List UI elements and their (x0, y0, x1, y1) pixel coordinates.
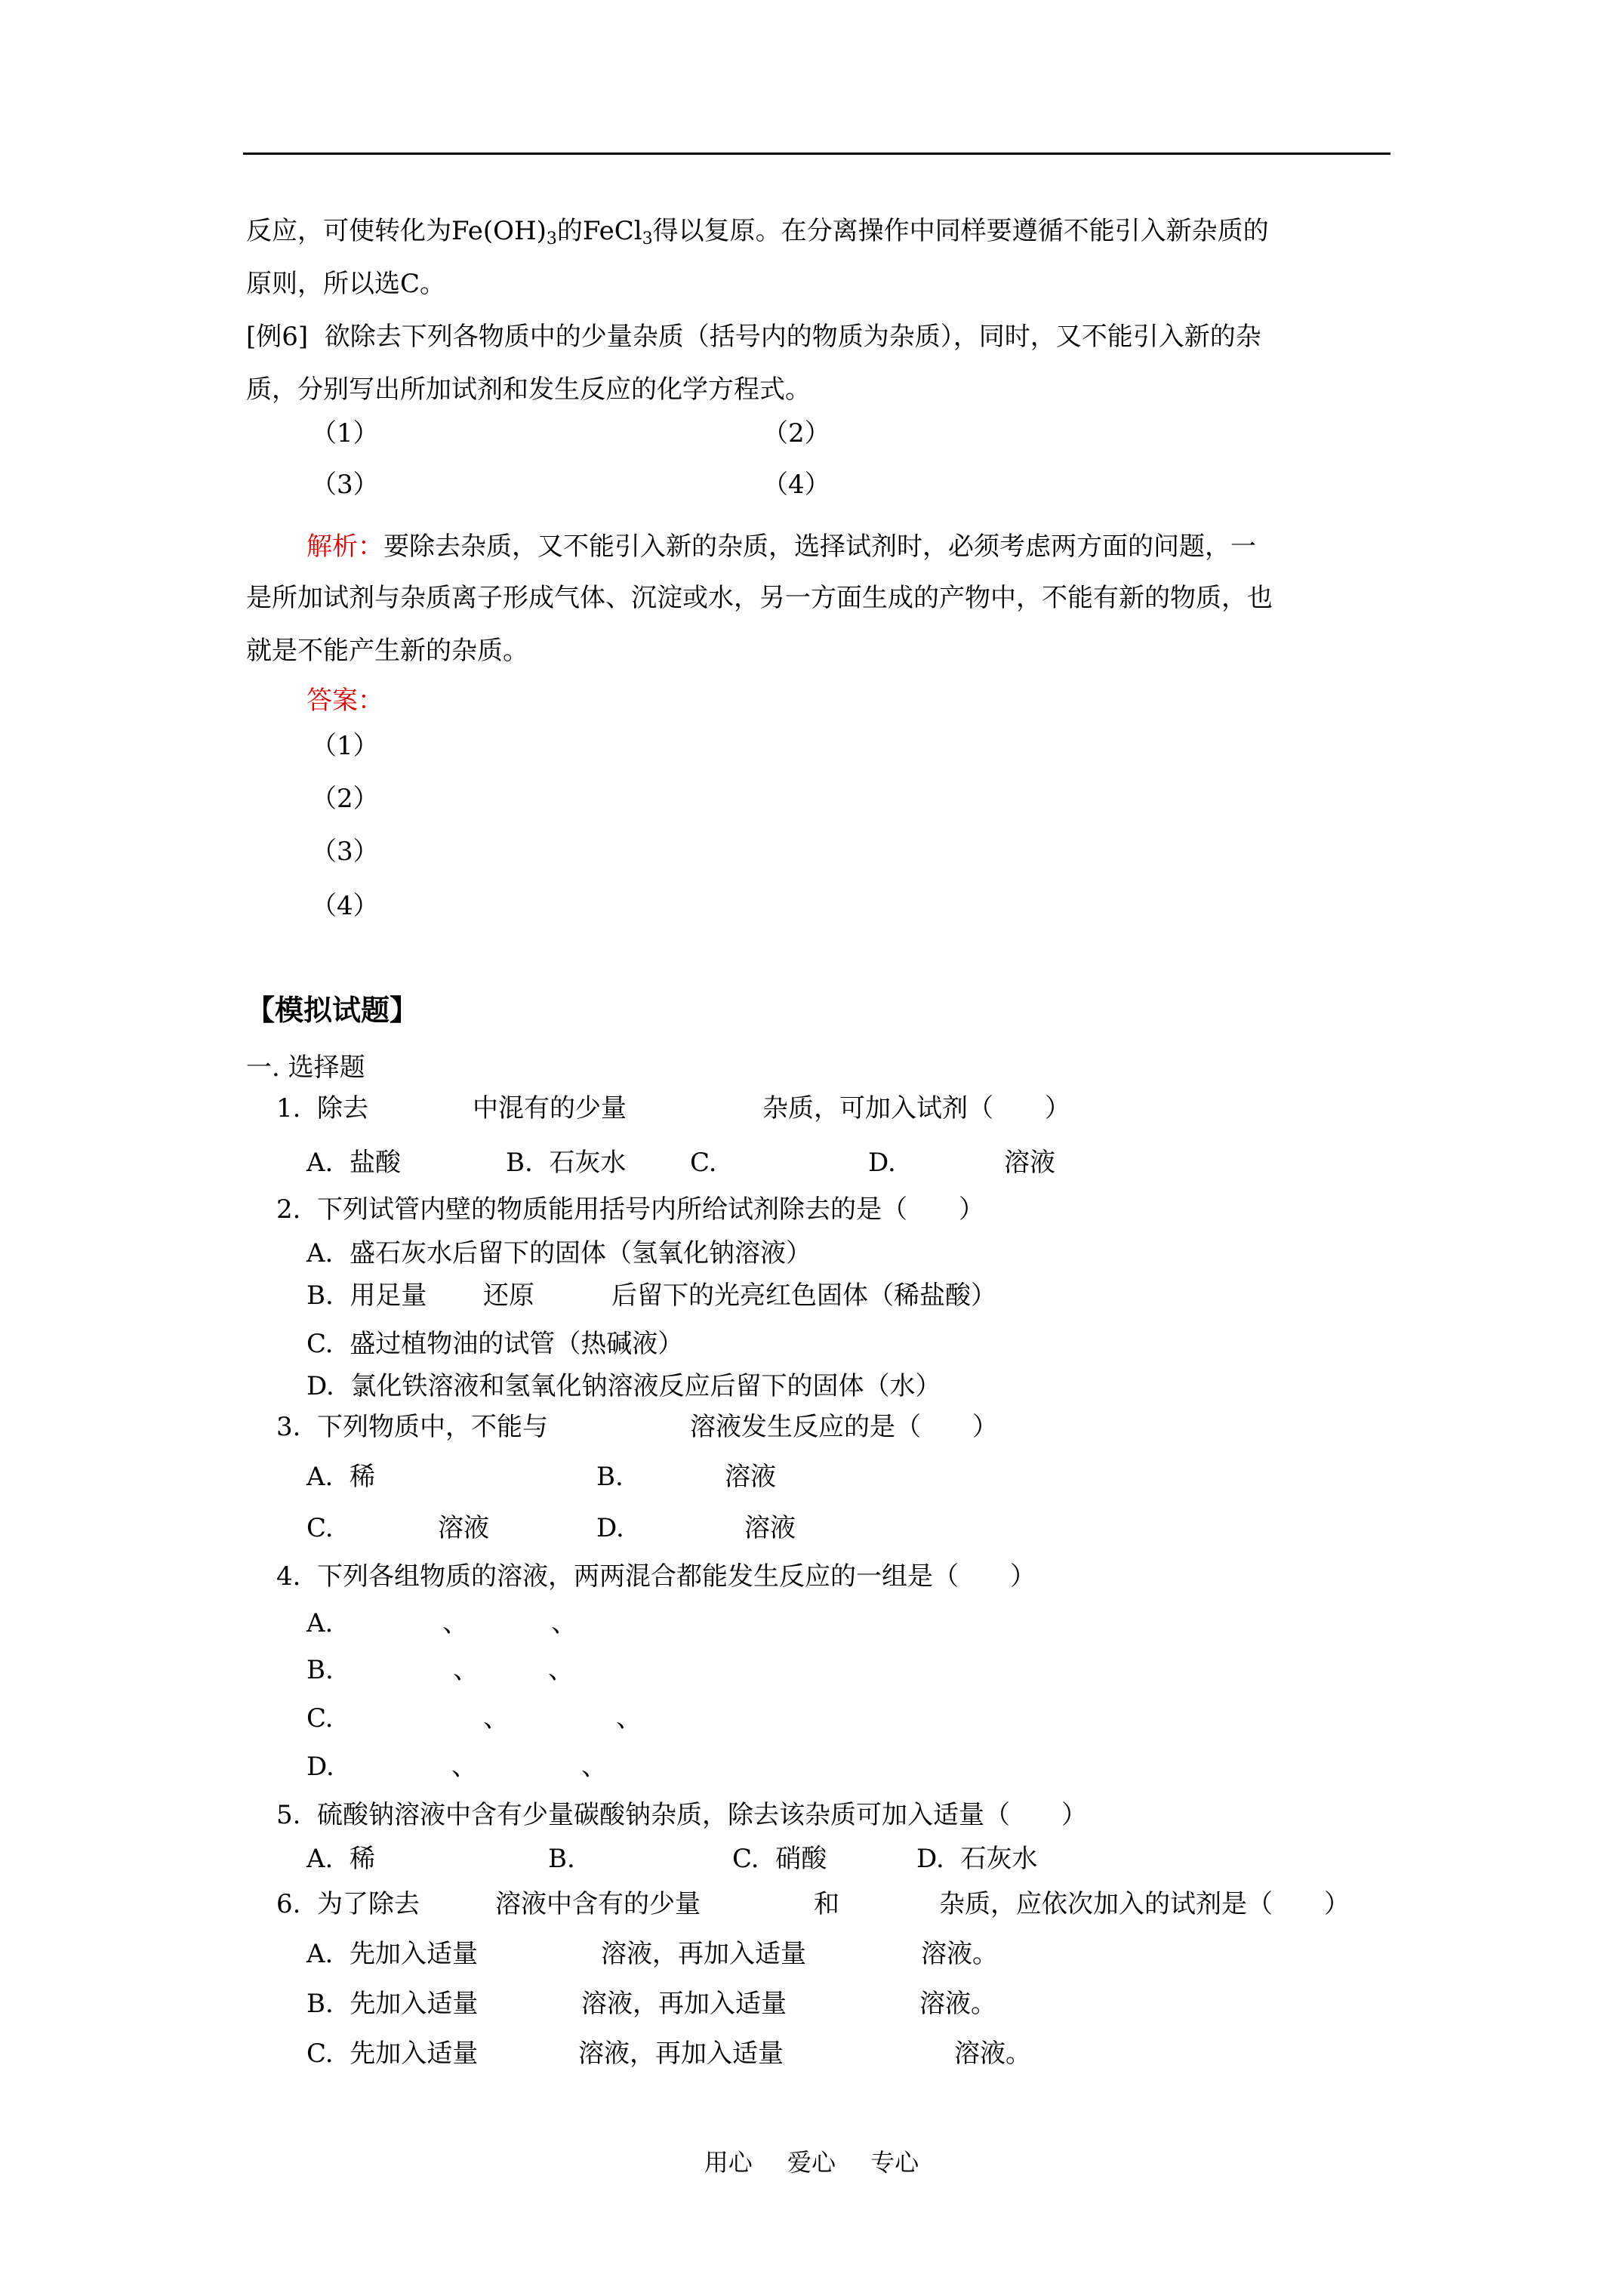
question-4-stem: 4. 下列各组物质的溶液，两两混合都能发生反应的一组是（ ） (276, 1561, 1036, 1592)
paragraph-line: 反应，可使转化为$Fe(OH)_3$的FeCl$_3$得以复原。在分离操作中同样要遵循不能引入新杂质的 (246, 216, 1269, 248)
analysis-line: 就是不能产生新的杂质。 (246, 636, 528, 666)
separator: 、 (551, 1608, 577, 1638)
question-1-stem: 中混有的少量 (473, 1093, 627, 1123)
question-6-stem: 杂质，应依次加入的试剂是（ ） (939, 1889, 1350, 1919)
separator: 、 (451, 1752, 477, 1782)
option-a: A. 先加入适量 (306, 1939, 478, 1969)
footer-text: 爱心 (787, 2148, 836, 2177)
option-b: B. 先加入适量 (306, 1989, 479, 2019)
example-item-1: （1） (311, 418, 379, 448)
section-subtitle: 一. 选择题 (246, 1052, 365, 1083)
question-1-stem: 1. 除去 (276, 1093, 369, 1123)
option-d: D. (596, 1513, 624, 1543)
example-6-line: [例6] 欲除去下列各物质中的少量杂质（括号内的物质为杂质），同时，又不能引入新的杂 (246, 322, 1261, 352)
option-c: C. 先加入适量 (306, 2039, 479, 2069)
separator: 、 (616, 1703, 642, 1734)
answer-item-3: （3） (311, 837, 379, 867)
option-c: C. (306, 1703, 334, 1734)
option-c-text: 溶液 (438, 1513, 489, 1543)
example-item-2: （2） (762, 418, 830, 448)
option-d-text: 溶液 (744, 1513, 796, 1543)
option-d: D. 氯化铁溶液和氢氧化钠溶液反应后留下的固体（水） (306, 1371, 941, 1401)
option-b: B. 用足量 (306, 1281, 427, 1311)
option-c: C. (306, 1513, 334, 1543)
question-5-stem: 5. 硫酸钠溶液中含有少量碳酸钠杂质，除去该杂质可加入适量（ ） (276, 1800, 1088, 1830)
option-b: B. (548, 1844, 575, 1874)
answer-label: 答案： (306, 686, 383, 716)
example-6-line: 质，分别写出所加试剂和发生反应的化学方程式。 (246, 374, 811, 405)
option-b-text: 后留下的光亮红色固体（稀盐酸） (611, 1281, 996, 1311)
example-item-3: （3） (311, 470, 379, 500)
question-3-stem: 3. 下列物质中，不能与 (276, 1412, 549, 1442)
option-a-text: 溶液。 (921, 1939, 998, 1969)
option-a: A. 稀 (306, 1462, 375, 1492)
option-b: B. 石灰水 (506, 1148, 627, 1178)
option-c-text: 溶液。 (954, 2039, 1031, 2069)
option-a-text: 溶液，再加入适量 (601, 1939, 806, 1969)
question-1-stem: 杂质，可加入试剂（ ） (762, 1093, 1070, 1123)
separator: 、 (453, 1655, 479, 1685)
question-6-stem: 和 (814, 1889, 839, 1919)
analysis-label: 解析： (306, 532, 383, 562)
option-d: D. 石灰水 (916, 1844, 1038, 1874)
option-c: C. 硝酸 (732, 1844, 827, 1874)
example-item-4: （4） (762, 470, 830, 500)
option-d: D. (868, 1148, 896, 1178)
page-footer (0, 2146, 1623, 2179)
separator: 、 (581, 1752, 607, 1782)
question-6-stem: 溶液中含有的少量 (495, 1889, 701, 1919)
question-6-stem: 6. 为了除去 (276, 1889, 420, 1919)
option-c: C. 盛过植物油的试管（热碱液） (306, 1329, 684, 1359)
paragraph-line: 原则，所以选C。 (246, 269, 446, 299)
option-d: D. (306, 1752, 334, 1782)
option-d-text: 溶液 (1004, 1148, 1055, 1178)
analysis-line: 解析：要除去杂质，又不能引入新的杂质，选择试剂时，必须考虑两方面的问题，一 (306, 532, 1256, 562)
footer-text: 专心 (870, 2148, 919, 2177)
option-b-text: 还原 (483, 1281, 534, 1311)
option-a: A. 稀 (306, 1844, 375, 1874)
separator: 、 (442, 1608, 468, 1638)
option-a: A. 盐酸 (306, 1148, 401, 1178)
footer-text: 用心 (704, 2148, 753, 2177)
question-2-stem: 2. 下列试管内壁的物质能用括号内所给试剂除去的是（ ） (276, 1194, 985, 1225)
section-title: 【模拟试题】 (246, 994, 419, 1027)
option-b-text: 溶液。 (919, 1989, 996, 2019)
option-b-text: 溶液 (725, 1462, 776, 1492)
separator: 、 (548, 1655, 574, 1685)
answer-item-2: （2） (311, 784, 379, 814)
option-c: C. (690, 1148, 717, 1178)
header-rule (243, 153, 1390, 155)
answer-item-1: （1） (311, 731, 379, 761)
question-3-stem: 溶液发生反应的是（ ） (690, 1412, 998, 1442)
option-a: A. 盛石灰水后留下的固体（氢氧化钠溶液） (306, 1238, 812, 1268)
answer-item-4: （4） (311, 891, 379, 921)
analysis-line: 是所加试剂与杂质离子形成气体、沉淀或水，另一方面生成的产物中，不能有新的物质，也 (246, 583, 1273, 613)
option-b: B. (596, 1462, 624, 1492)
option-b: B. (306, 1655, 334, 1685)
option-b-text: 溶液，再加入适量 (581, 1989, 787, 2019)
option-a: A. (306, 1608, 334, 1638)
option-c-text: 溶液，再加入适量 (578, 2039, 784, 2069)
separator: 、 (483, 1703, 509, 1734)
